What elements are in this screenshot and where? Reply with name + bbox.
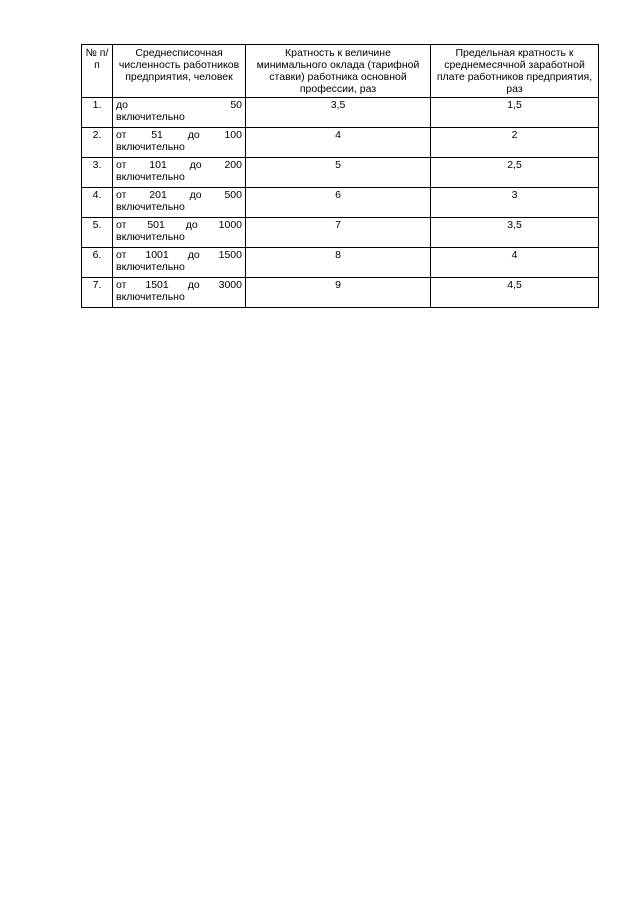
headcount-range <box>113 98 246 128</box>
row-number: 6. <box>82 248 113 278</box>
headcount-range-word: до <box>187 279 200 291</box>
table-header-row <box>82 45 599 98</box>
table-row <box>82 248 599 278</box>
headcount-range <box>113 128 246 158</box>
headcount-range-word: до <box>187 249 200 261</box>
headcount-range <box>113 158 246 188</box>
headcount-range-word: до <box>185 219 198 231</box>
headcount-range-suffix: включительно <box>116 291 185 303</box>
header-avg-wage-multiple: Предельная кратность к среднемесячной заработной плате работников предприятия, раз <box>431 45 599 98</box>
table-body <box>82 98 599 308</box>
headcount-range-word: 501 <box>147 219 165 231</box>
headcount-range <box>113 218 246 248</box>
wage-multiple-table <box>81 44 599 308</box>
headcount-range-word: 1500 <box>218 249 242 261</box>
headcount-range-word: от <box>116 249 127 261</box>
headcount-range-suffix: включительно <box>116 141 185 153</box>
headcount-range-line <box>116 99 242 111</box>
avg-wage-multiple: 3 <box>431 188 599 218</box>
table-row <box>82 188 599 218</box>
headcount-range-word: до <box>187 129 200 141</box>
avg-wage-multiple: 2,5 <box>431 158 599 188</box>
row-number: 4. <box>82 188 113 218</box>
headcount-range-word: от <box>116 189 127 201</box>
headcount-range-line <box>116 129 242 141</box>
min-wage-multiple: 8 <box>246 248 431 278</box>
headcount-range <box>113 278 246 308</box>
headcount-range-word: до <box>189 189 202 201</box>
avg-wage-multiple: 1,5 <box>431 98 599 128</box>
headcount-range-line <box>116 249 242 261</box>
headcount-range-suffix: включительно <box>116 261 185 273</box>
headcount-range-line <box>116 279 242 291</box>
avg-wage-multiple: 4 <box>431 248 599 278</box>
row-number: 5. <box>82 218 113 248</box>
headcount-range-word: 1501 <box>145 279 169 291</box>
headcount-range-word: 3000 <box>218 279 242 291</box>
headcount-range-suffix: включительно <box>116 231 185 243</box>
header-min-wage-multiple: Кратность к величине минимального оклада (тарифной ставки) работника основной профессии, раз <box>246 45 431 98</box>
headcount-range-word: 50 <box>230 99 242 111</box>
headcount-range-word: 1000 <box>218 219 242 231</box>
avg-wage-multiple: 2 <box>431 128 599 158</box>
headcount-range-word: 200 <box>224 159 242 171</box>
headcount-range-word: от <box>116 219 127 231</box>
min-wage-multiple: 9 <box>246 278 431 308</box>
min-wage-multiple: 5 <box>246 158 431 188</box>
min-wage-multiple: 6 <box>246 188 431 218</box>
headcount-range-word: 201 <box>149 189 167 201</box>
min-wage-multiple: 7 <box>246 218 431 248</box>
headcount-range-line <box>116 159 242 171</box>
headcount-range-suffix: включительно <box>116 171 185 183</box>
min-wage-multiple: 3,5 <box>246 98 431 128</box>
row-number: 7. <box>82 278 113 308</box>
table-row <box>82 218 599 248</box>
headcount-range-word: от <box>116 279 127 291</box>
row-number: 2. <box>82 128 113 158</box>
header-headcount: Среднесписочная численность работников предприятия, человек <box>113 45 246 98</box>
table-row <box>82 278 599 308</box>
headcount-range <box>113 248 246 278</box>
table-row <box>82 158 599 188</box>
min-wage-multiple: 4 <box>246 128 431 158</box>
headcount-range-word: до <box>189 159 202 171</box>
headcount-range <box>113 188 246 218</box>
table-row <box>82 128 599 158</box>
headcount-range-suffix: включительно <box>116 201 185 213</box>
headcount-range-word: до <box>116 99 128 111</box>
headcount-range-word: 500 <box>224 189 242 201</box>
headcount-range-word: от <box>116 129 127 141</box>
headcount-range-suffix: включительно <box>116 111 185 123</box>
headcount-range-word: 1001 <box>145 249 169 261</box>
table-row <box>82 98 599 128</box>
headcount-range-word: от <box>116 159 127 171</box>
headcount-range-line <box>116 189 242 201</box>
headcount-range-word: 101 <box>149 159 167 171</box>
headcount-range-word: 51 <box>151 129 163 141</box>
row-number: 3. <box>82 158 113 188</box>
headcount-range-word: 100 <box>224 129 242 141</box>
row-number: 1. <box>82 98 113 128</box>
headcount-range-line <box>116 219 242 231</box>
header-row-number: № п/п <box>82 45 113 98</box>
avg-wage-multiple: 3,5 <box>431 218 599 248</box>
avg-wage-multiple: 4,5 <box>431 278 599 308</box>
